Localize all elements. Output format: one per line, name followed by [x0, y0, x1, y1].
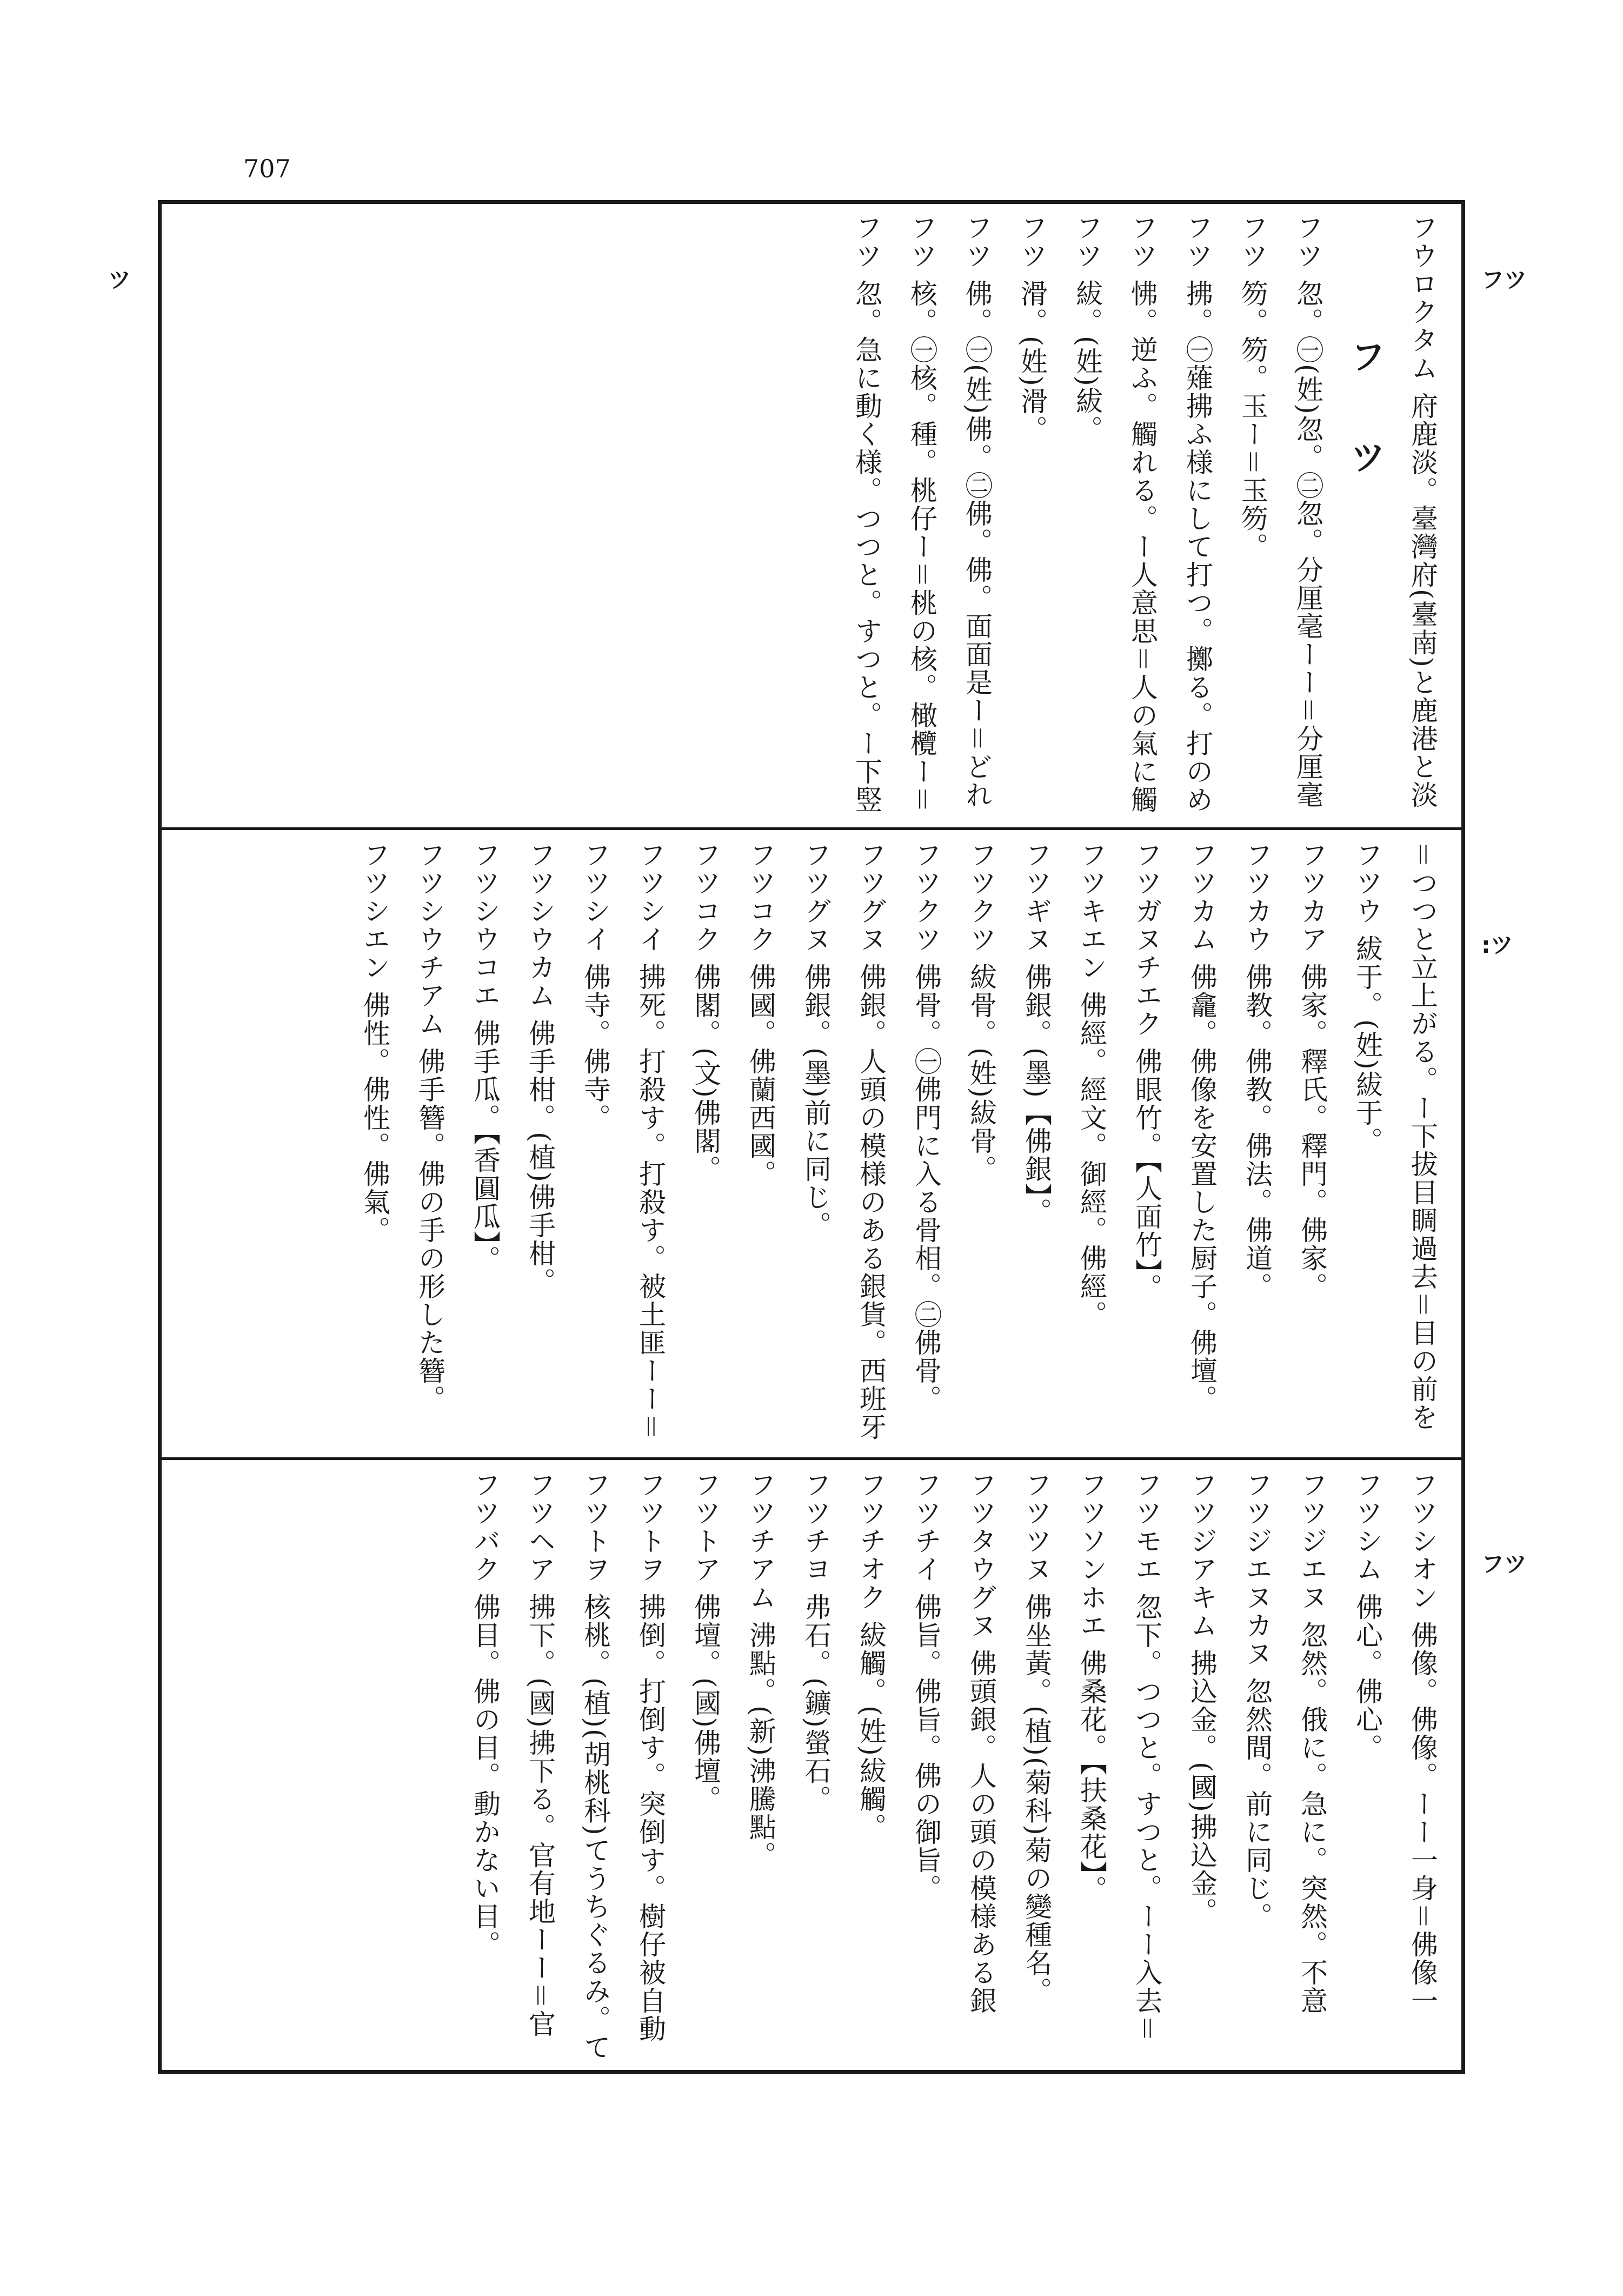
tier-divider-2 — [158, 1457, 1465, 1460]
dictionary-entry: フツジアキム 拂込金。(國)拂込金。 — [1186, 1471, 1218, 1926]
dictionary-entry: フツシウコエ 佛手瓜。【香圓瓜】。 — [469, 841, 501, 1273]
dictionary-entry: フツトヲ 核桃。(植)(胡桃科)てうちぐるみ。て — [580, 1471, 611, 2061]
margin-index-bottom: フツ — [1481, 1551, 1527, 1577]
dictionary-entry: フツジエヌカヌ 忽然間。前に同じ。 — [1241, 1471, 1273, 1930]
dictionary-entry: フツクツ 佛骨。㊀佛門に入る骨相。㊁佛骨。 — [910, 841, 942, 1413]
dictionary-entry: フウロクタム 府鹿淡。臺灣府(臺南)と鹿港と淡 — [1407, 214, 1438, 809]
dictionary-entry: フツタウグヌ 佛頭銀。人の頭の模様ある銀 — [966, 1471, 997, 2015]
dictionary-entry: フツグヌ 佛銀。(墨)前に同じ。 — [800, 841, 832, 1239]
dictionary-entry: フツ 忽。㊀(姓)忽。㊁忽。分厘毫ーー＝分厘毫 — [1292, 214, 1323, 809]
dictionary-entry: フツヘア 拂下。(國)拂下る。官有地ーー＝官 — [524, 1471, 556, 2038]
dictionary-entry: フツ 笏。笏。玉ー＝玉笏。 — [1237, 214, 1268, 561]
dictionary-entry: フツ 佛。㊀(姓)佛。㊁佛。佛。面面是ー＝どれ — [961, 214, 993, 809]
dictionary-entry: フツコク 佛國。佛蘭西國。 — [745, 841, 776, 1188]
section-heading: フツ — [1344, 338, 1386, 539]
page-number: 707 — [243, 154, 291, 183]
dictionary-entry: フツウ 紱于。(姓)紱于。 — [1352, 841, 1383, 1155]
dictionary-entry: フツカム 佛龕。佛像を安置した厨子。佛壇。 — [1186, 841, 1218, 1413]
dictionary-entry: フツカウ 佛教。佛教。佛法。佛道。 — [1241, 841, 1273, 1300]
margin-index-left-top: ツ — [108, 267, 131, 293]
dictionary-entry: フツシウカム 佛手柑。(植)佛手柑。 — [524, 841, 556, 1296]
dictionary-entry: フツバク 佛目。佛の目。動かない目。 — [469, 1471, 501, 1959]
dictionary-entry: フツトヲ 拂倒。打倒す。突倒す。樹仔被自動 — [635, 1471, 666, 2043]
dictionary-entry: フツツヌ 佛坐黃。(植)(菊科)菊の變種名。 — [1021, 1471, 1052, 2005]
tier-divider-1 — [158, 827, 1465, 830]
dictionary-entry: フツクツ 紱骨。(姓)紱骨。 — [966, 841, 997, 1183]
dictionary-entry: フツモエ 忽下。つつと。すつと。ーー入去＝ — [1131, 1471, 1162, 2043]
margin-index-top: フツ — [1481, 267, 1527, 293]
dictionary-entry: フツガヌチエク 佛眼竹。【人面竹】。 — [1131, 841, 1162, 1302]
dictionary-entry: フツシイ 佛寺。佛寺。 — [580, 841, 611, 1132]
dictionary-entry: フツ 拂。㊀薙拂ふ様にして打つ。擲る。打のめ — [1182, 214, 1213, 814]
dictionary-entry: フツチオク 紱觸。(姓)紱觸。 — [855, 1471, 887, 1841]
dictionary-entry: フツトア 佛壇。(國)佛壇。 — [690, 1471, 721, 1813]
dictionary-entry: フツ 紱。(姓)紱。 — [1072, 214, 1103, 443]
dictionary-entry: フツシウチアム 佛手簪。佛の手の形した簪。 — [414, 841, 445, 1413]
dictionary-entry: フツ 忽。急に動く様。つつと。すつと。ー下竪 — [851, 214, 882, 814]
dictionary-entry: フツチヨ 弗石。(鑛)螢石。 — [800, 1471, 832, 1813]
dictionary-entry: フツキエン 佛經。經文。御經。佛經。 — [1076, 841, 1107, 1329]
dictionary-entry: フツソンホエ 佛桑花。【扶桑花】。 — [1076, 1471, 1107, 1903]
dictionary-entry: フツ 核。㊀核。種。桃仔ー＝桃の核。橄欖ー＝ — [906, 214, 937, 814]
dictionary-entry: フツシイ 拂死。打殺す。打殺す。被土匪ーー＝ — [635, 841, 666, 1441]
dictionary-entry: フツコク 佛閣。(文)佛閣。 — [690, 841, 721, 1183]
dictionary-entry: フツチアム 沸點。(新)沸騰點。 — [745, 1471, 776, 1869]
dictionary-entry: フツ 怫。逆ふ。觸れる。ー人意思＝人の氣に觸 — [1127, 214, 1158, 814]
margin-index-middle: :ツ — [1481, 932, 1513, 958]
tier-1 — [173, 214, 1449, 822]
dictionary-entry: フツギヌ 佛銀。(墨)【佛銀】。 — [1021, 841, 1052, 1226]
dictionary-entry: フツシオン 佛像。佛像。ーー一身＝佛像一 — [1407, 1471, 1438, 2015]
tier-3 — [173, 1471, 1449, 2063]
dictionary-entry: ＝つつと立上がる。ー下拔目睭過去＝目の前を — [1407, 841, 1438, 1431]
dictionary-entry: フツジエヌ 忽然。俄に。急に。突然。不意 — [1296, 1471, 1328, 2015]
dictionary-entry: フツチイ 佛旨。佛旨。佛の御旨。 — [910, 1471, 942, 1902]
dictionary-entry: フツシム 佛心。佛心。 — [1352, 1471, 1383, 1762]
dictionary-entry: フツカア 佛家。釋氏。釋門。佛家。 — [1296, 841, 1328, 1300]
tier-2 — [173, 841, 1449, 1449]
dictionary-entry: フツシエン 佛性。佛性。佛氣。 — [359, 841, 390, 1244]
dictionary-entry: フツ 滑。(姓)滑。 — [1016, 214, 1048, 443]
dictionary-entry: フツグヌ 佛銀。人頭の模様のある銀貨。西班牙 — [855, 841, 887, 1441]
